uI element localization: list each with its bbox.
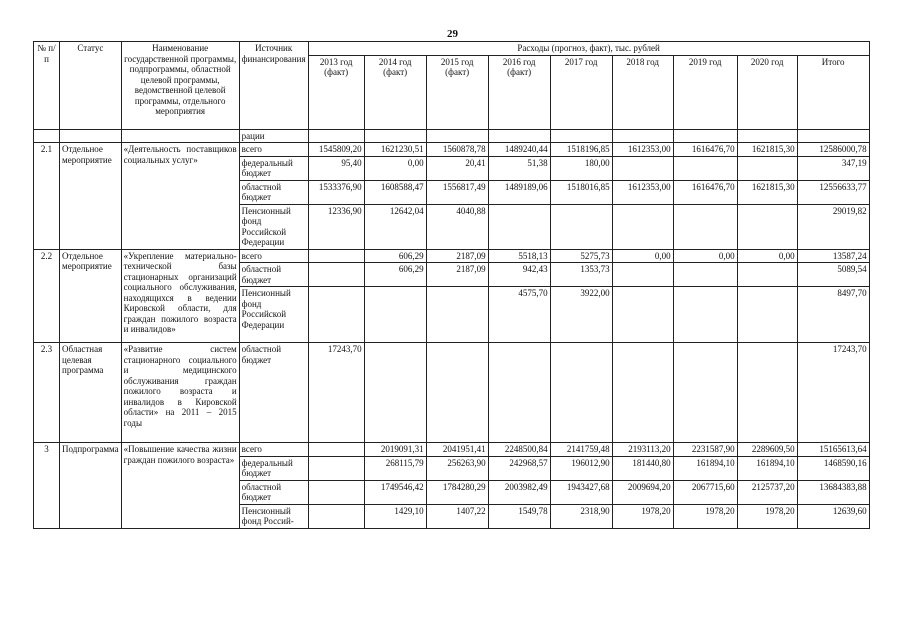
value-cell: 3922,00 xyxy=(550,287,612,343)
value-cell: 1978,20 xyxy=(673,504,737,528)
source-cell: Пенсионный фонд Российской Федерации xyxy=(239,287,308,343)
value-cell: 2003982,49 xyxy=(488,480,550,504)
table-row xyxy=(34,443,870,457)
value-cell xyxy=(488,204,550,249)
value-cell: 1616476,70 xyxy=(673,180,737,204)
total-cell: 15165613,64 xyxy=(797,443,869,457)
value-cell xyxy=(308,443,364,457)
value-cell: 0,00 xyxy=(612,249,673,263)
value-cell: 1407,22 xyxy=(426,504,488,528)
value-cell xyxy=(737,343,797,443)
source-cell: всего xyxy=(239,249,308,263)
source-cell: Пенсионный фонд Россий- xyxy=(239,504,308,528)
value-cell xyxy=(612,263,673,287)
total-cell: 13684383,88 xyxy=(797,480,869,504)
value-cell: 4040,88 xyxy=(426,204,488,249)
value-cell: 1621230,51 xyxy=(364,143,426,157)
value-cell: 2318,90 xyxy=(550,504,612,528)
status-cell: Областная целевая программа xyxy=(60,343,122,443)
value-cell: 1943427,68 xyxy=(550,480,612,504)
value-cell: 1749546,42 xyxy=(364,480,426,504)
row-number: 3 xyxy=(34,443,60,529)
header-year: 2016 год (факт) xyxy=(488,55,550,129)
value-cell: 256263,90 xyxy=(426,456,488,480)
total-cell: 12639,60 xyxy=(797,504,869,528)
value-cell: 1621815,30 xyxy=(737,143,797,157)
value-cell: 1608588,47 xyxy=(364,180,426,204)
value-cell: 1612353,00 xyxy=(612,143,673,157)
total-cell: 17243,70 xyxy=(797,343,869,443)
source-cell: областной бюджет xyxy=(239,263,308,287)
value-cell: 51,38 xyxy=(488,156,550,180)
status-cell: Подпрограмма xyxy=(60,443,122,529)
row-number: 2.1 xyxy=(34,143,60,250)
value-cell xyxy=(308,504,364,528)
value-cell: 1429,10 xyxy=(364,504,426,528)
value-cell xyxy=(426,343,488,443)
value-cell: 606,29 xyxy=(364,249,426,263)
value-cell: 1616476,70 xyxy=(673,143,737,157)
value-cell: 5518,13 xyxy=(488,249,550,263)
source-cell: всего xyxy=(239,143,308,157)
value-cell: 20,41 xyxy=(426,156,488,180)
value-cell xyxy=(737,263,797,287)
value-cell: 180,00 xyxy=(550,156,612,180)
value-cell xyxy=(737,156,797,180)
header-total: Итого xyxy=(797,55,869,129)
total-cell: 347,19 xyxy=(797,156,869,180)
header-year: 2018 год xyxy=(612,55,673,129)
value-cell: 5275,73 xyxy=(550,249,612,263)
value-cell: 196012,90 xyxy=(550,456,612,480)
header-year: 2014 год (факт) xyxy=(364,55,426,129)
value-cell xyxy=(308,456,364,480)
source-cell: федеральный бюджет xyxy=(239,156,308,180)
header-year: 2015 год (факт) xyxy=(426,55,488,129)
header-year: 2013 год (факт) xyxy=(308,55,364,129)
header-year: 2020 год xyxy=(737,55,797,129)
header-year: 2017 год xyxy=(550,55,612,129)
value-cell: 0,00 xyxy=(673,249,737,263)
value-cell xyxy=(308,287,364,343)
total-cell: 12586000,78 xyxy=(797,143,869,157)
value-cell: 2009694,20 xyxy=(612,480,673,504)
total-cell: 8497,70 xyxy=(797,287,869,343)
value-cell xyxy=(673,204,737,249)
source-cell: областной бюджет xyxy=(239,343,308,443)
value-cell xyxy=(612,156,673,180)
value-cell: 242968,57 xyxy=(488,456,550,480)
source-cell: рации xyxy=(239,129,308,143)
value-cell: 12642,04 xyxy=(364,204,426,249)
table-row xyxy=(34,129,870,143)
value-cell xyxy=(308,263,364,287)
source-cell: федеральный бюджет xyxy=(239,456,308,480)
value-cell: 17243,70 xyxy=(308,343,364,443)
total-cell: 12556633,77 xyxy=(797,180,869,204)
value-cell: 1978,20 xyxy=(737,504,797,528)
value-cell: 2141759,48 xyxy=(550,443,612,457)
value-cell xyxy=(550,204,612,249)
value-cell: 2248500,84 xyxy=(488,443,550,457)
value-cell: 1978,20 xyxy=(612,504,673,528)
value-cell: 1545809,20 xyxy=(308,143,364,157)
value-cell: 12336,90 xyxy=(308,204,364,249)
total-cell: 5089,54 xyxy=(797,263,869,287)
value-cell xyxy=(673,343,737,443)
header-source: Источник финансирования xyxy=(239,42,308,130)
name-cell: «Укрепление материально-технической базы стационарных организаций социального обслуживания, находящихся в ведении Кировской области, для граждан пожилого возраста и инвалидов» xyxy=(121,249,239,343)
value-cell: 1784280,29 xyxy=(426,480,488,504)
value-cell xyxy=(673,263,737,287)
total-cell: 29019,82 xyxy=(797,204,869,249)
header-no: № п/п xyxy=(34,42,60,130)
value-cell: 1518196,85 xyxy=(550,143,612,157)
source-cell: Пенсионный фонд Российской Федерации xyxy=(239,204,308,249)
total-cell: 13587,24 xyxy=(797,249,869,263)
value-cell: 2187,09 xyxy=(426,249,488,263)
value-cell: 2041951,41 xyxy=(426,443,488,457)
source-cell: областной бюджет xyxy=(239,180,308,204)
value-cell: 1533376,90 xyxy=(308,180,364,204)
source-cell: всего xyxy=(239,443,308,457)
value-cell: 161894,10 xyxy=(673,456,737,480)
value-cell xyxy=(308,249,364,263)
value-cell: 2187,09 xyxy=(426,263,488,287)
value-cell: 95,40 xyxy=(308,156,364,180)
value-cell xyxy=(612,204,673,249)
header-expenses: Расходы (прогноз, факт), тыс. рублей xyxy=(308,42,869,56)
value-cell xyxy=(737,204,797,249)
value-cell: 2231587,90 xyxy=(673,443,737,457)
value-cell: 2019091,31 xyxy=(364,443,426,457)
value-cell xyxy=(426,287,488,343)
value-cell: 2193113,20 xyxy=(612,443,673,457)
status-cell: Отдельное мероприятие xyxy=(60,249,122,343)
value-cell xyxy=(737,287,797,343)
value-cell: 0,00 xyxy=(737,249,797,263)
source-cell: областной бюджет xyxy=(239,480,308,504)
value-cell xyxy=(308,480,364,504)
value-cell: 2067715,60 xyxy=(673,480,737,504)
value-cell: 161894,10 xyxy=(737,456,797,480)
value-cell: 1489240,44 xyxy=(488,143,550,157)
value-cell xyxy=(488,343,550,443)
value-cell xyxy=(364,287,426,343)
name-cell: «Повышение качества жизни граждан пожилого возраста» xyxy=(121,443,239,529)
row-number: 2.3 xyxy=(34,343,60,443)
header-year: 2019 год xyxy=(673,55,737,129)
page-number: 29 xyxy=(447,28,458,40)
value-cell: 2289609,50 xyxy=(737,443,797,457)
row-number: 2.2 xyxy=(34,249,60,343)
table-row xyxy=(34,343,870,443)
value-cell: 181440,80 xyxy=(612,456,673,480)
value-cell: 1549,78 xyxy=(488,504,550,528)
value-cell xyxy=(612,287,673,343)
status-cell: Отдельное мероприятие xyxy=(60,143,122,250)
value-cell: 268115,79 xyxy=(364,456,426,480)
value-cell: 0,00 xyxy=(364,156,426,180)
value-cell: 1518016,85 xyxy=(550,180,612,204)
value-cell: 942,43 xyxy=(488,263,550,287)
value-cell: 2125737,20 xyxy=(737,480,797,504)
value-cell: 606,29 xyxy=(364,263,426,287)
value-cell xyxy=(673,156,737,180)
name-cell: «Деятельность поставщиков социальных услуг» xyxy=(121,143,239,250)
value-cell xyxy=(612,343,673,443)
value-cell: 1353,73 xyxy=(550,263,612,287)
value-cell xyxy=(550,343,612,443)
header-status: Статус xyxy=(60,42,122,130)
name-cell: «Развитие систем стационарного социального и медицинского обслуживания граждан пожилого возраста и инвалидов в Кировской области» на 2011 – 2015 годы xyxy=(121,343,239,443)
value-cell: 1560878,78 xyxy=(426,143,488,157)
table-row xyxy=(34,249,870,263)
table-row xyxy=(34,143,870,157)
header-name: Наименование государственной программы, подпрограммы, областной целевой программы, ведомственной целевой программы, отдельного мероприятия xyxy=(121,42,239,130)
budget-table xyxy=(33,41,870,529)
value-cell: 1556817,49 xyxy=(426,180,488,204)
value-cell xyxy=(673,287,737,343)
value-cell: 1612353,00 xyxy=(612,180,673,204)
value-cell: 1489189,06 xyxy=(488,180,550,204)
value-cell: 4575,70 xyxy=(488,287,550,343)
total-cell: 1468590,16 xyxy=(797,456,869,480)
value-cell: 1621815,30 xyxy=(737,180,797,204)
value-cell xyxy=(364,343,426,443)
